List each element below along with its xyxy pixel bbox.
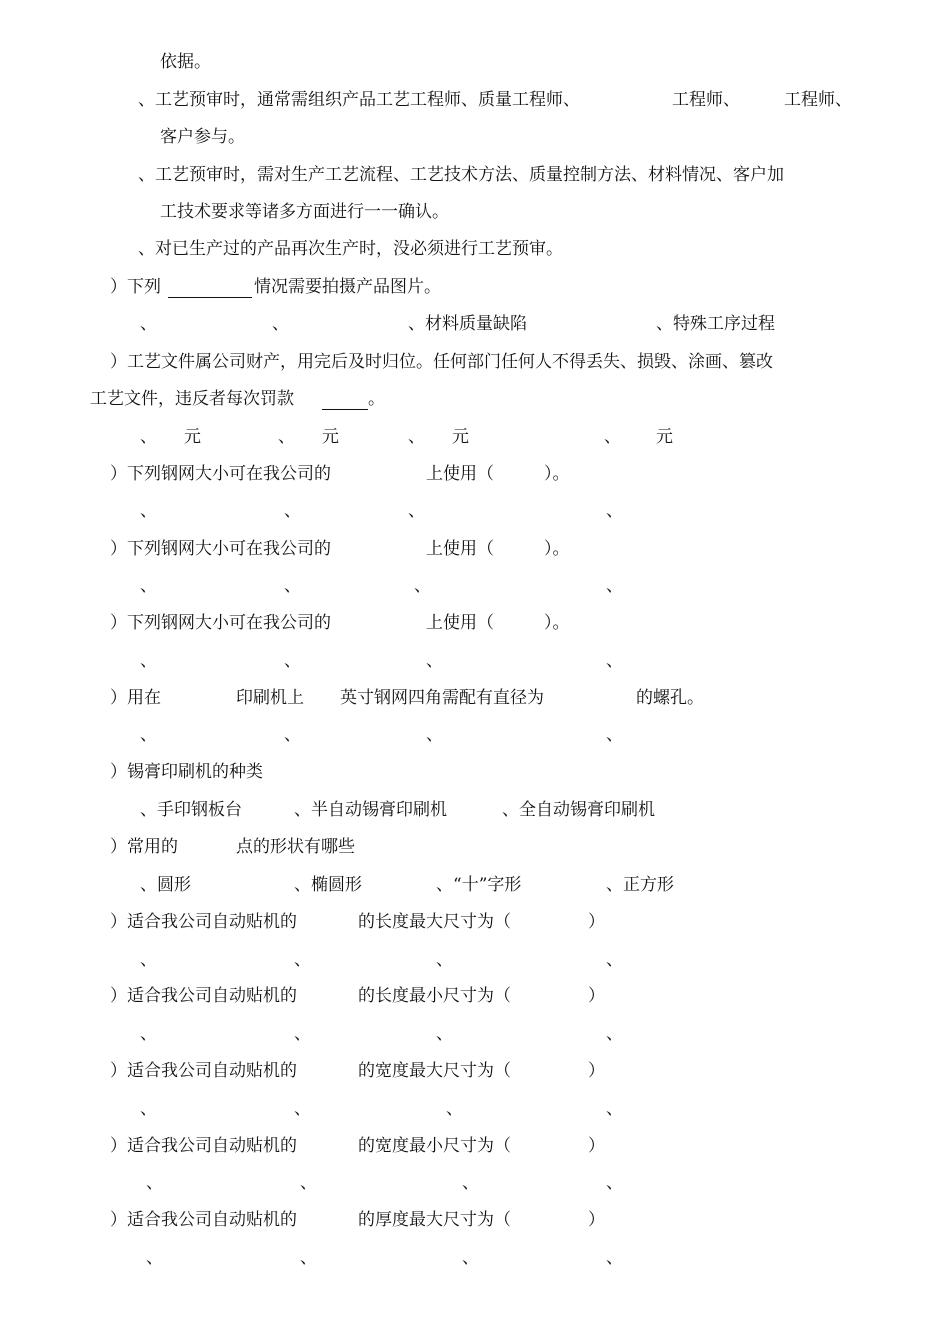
question-text: ）下列钢网大小可在我公司的 [110,613,331,633]
question-text-mid: 上使用（ [426,464,494,484]
question-text-cont: 工艺文件，违反者每次罚款 [90,389,294,409]
option-b: 、 [272,314,289,334]
question-text-c: 英寸钢网四角需配有直径为 [340,688,544,708]
question-text-end: ）。 [544,464,570,484]
option-b-mark: 、 [278,427,295,447]
option-line-1-c: 工程师、 [784,90,852,110]
option-a: 、手印钢板台 [140,800,242,820]
option-c: 、 [462,1248,479,1268]
option-d: 、 [606,1173,623,1193]
option-b: 、半自动锡膏印刷机 [294,800,447,820]
question-text: ）适合我公司自动贴机的 [110,986,297,1006]
option-line-3: 、对已生产过的产品再次生产时，没必须进行工艺预审。 [138,239,563,259]
option-b: 、 [300,1173,317,1193]
option-a: 、 [140,651,157,671]
option-a: 、 [140,576,157,596]
option-line-1: 、工艺预审时，通常需组织产品工艺工程师、质量工程师、 [138,90,580,110]
answer-blank [322,409,368,410]
option-b: 、 [284,501,301,521]
option-a: 、 [140,725,157,745]
question-text: ）用在 [110,688,161,708]
option-d: 、特殊工序过程 [656,314,775,334]
option-c: 、 [436,950,453,970]
option-d: 、正方形 [606,875,674,895]
question-text: ）适合我公司自动贴机的 [110,912,297,932]
option-line-2-cont: 工技术要求等诸多方面进行一一确认。 [160,202,449,222]
question-text: ）适合我公司自动贴机的 [110,1061,297,1081]
option-b: 、 [300,1248,317,1268]
option-a: 、 [146,1248,163,1268]
option-c: 、材料质量缺陷 [408,314,527,334]
option-a-mark: 、 [140,427,157,447]
option-a: 、 [146,1173,163,1193]
option-c: 、 [446,1099,463,1119]
question-text-end: 。 [368,389,385,409]
option-d: 、 [606,1248,623,1268]
option-c: 、全自动锡膏印刷机 [502,800,655,820]
question-text-c: ） [588,912,605,932]
option-c: 、 [426,651,443,671]
option-b: 、 [294,1024,311,1044]
question-text: ）锡膏印刷机的种类 [110,762,263,782]
option-b: 、 [294,950,311,970]
option-line-1-b: 工程师、 [672,90,740,110]
option-d: 、 [606,501,623,521]
option-d-mark: 、 [604,427,621,447]
option-b: 、 [284,651,301,671]
option-d: 、 [606,576,623,596]
option-c-mark: 、 [408,427,425,447]
option-d: 、 [606,1099,623,1119]
question-text: ）适合我公司自动贴机的 [110,1210,297,1230]
cont-line-0: 依据。 [160,52,211,72]
question-text-b: 的宽度最大尺寸为（ [358,1061,511,1081]
option-a: 、 [140,501,157,521]
question-text-c: ） [588,1061,605,1081]
question-text-end: ）。 [544,613,570,633]
question-text: ）常用的 [110,837,178,857]
option-a: 、 [140,1024,157,1044]
question-text-c: ） [588,1136,605,1156]
option-a: 、圆形 [140,875,191,895]
option-a: 、 [140,314,157,334]
question-text-b: 印刷机上 [236,688,304,708]
option-c: 、 [462,1173,479,1193]
option-b-unit: 元 [322,427,339,447]
option-c: 、 [414,576,431,596]
option-a: 、 [140,1099,157,1119]
question-text: ）下列钢网大小可在我公司的 [110,464,331,484]
question-text-mid: 上使用（ [426,613,494,633]
question-text: ）适合我公司自动贴机的 [110,1136,297,1156]
option-c: 、 [426,725,443,745]
question-text-b: 的厚度最大尺寸为（ [358,1210,511,1230]
question-text-c: ） [588,986,605,1006]
option-c: 、“十”字形 [436,875,522,895]
option-line-1-cont: 客户参与。 [160,127,245,147]
question-text-b: 点的形状有哪些 [236,837,355,857]
answer-blank [168,297,252,298]
option-b: 、 [294,1099,311,1119]
question-text: ）工艺文件属公司财产，用完后及时归位。任何部门任何人不得丢失、损毁、涂画、篡改 [110,352,773,372]
option-d: 、 [606,651,623,671]
option-d: 、 [606,950,623,970]
question-text-b: 的宽度最小尺寸为（ [358,1136,511,1156]
question-text-end: ）。 [544,539,570,559]
option-d: 、 [606,1024,623,1044]
option-line-2: 、工艺预审时，需对生产工艺流程、工艺技术方法、质量控制方法、材料情况、客户加 [138,165,784,185]
option-c-unit: 元 [452,427,469,447]
option-d-unit: 元 [656,427,673,447]
option-c: 、 [408,501,425,521]
option-b: 、 [284,576,301,596]
option-b: 、 [284,725,301,745]
option-c: 、 [436,1024,453,1044]
question-text-b: 的长度最小尺寸为（ [358,986,511,1006]
question-text-c: ） [588,1210,605,1230]
question-text-b: 的长度最大尺寸为（ [358,912,511,932]
question-text-end: 情况需要拍摄产品图片。 [254,277,441,297]
question-text: ）下列 [110,277,161,297]
option-a: 、 [140,950,157,970]
question-text-mid: 上使用（ [426,539,494,559]
option-b: 、椭圆形 [294,875,362,895]
question-text: ）下列钢网大小可在我公司的 [110,539,331,559]
question-text-d: 的螺孔。 [636,688,704,708]
option-d: 、 [606,725,623,745]
option-a-unit: 元 [184,427,201,447]
